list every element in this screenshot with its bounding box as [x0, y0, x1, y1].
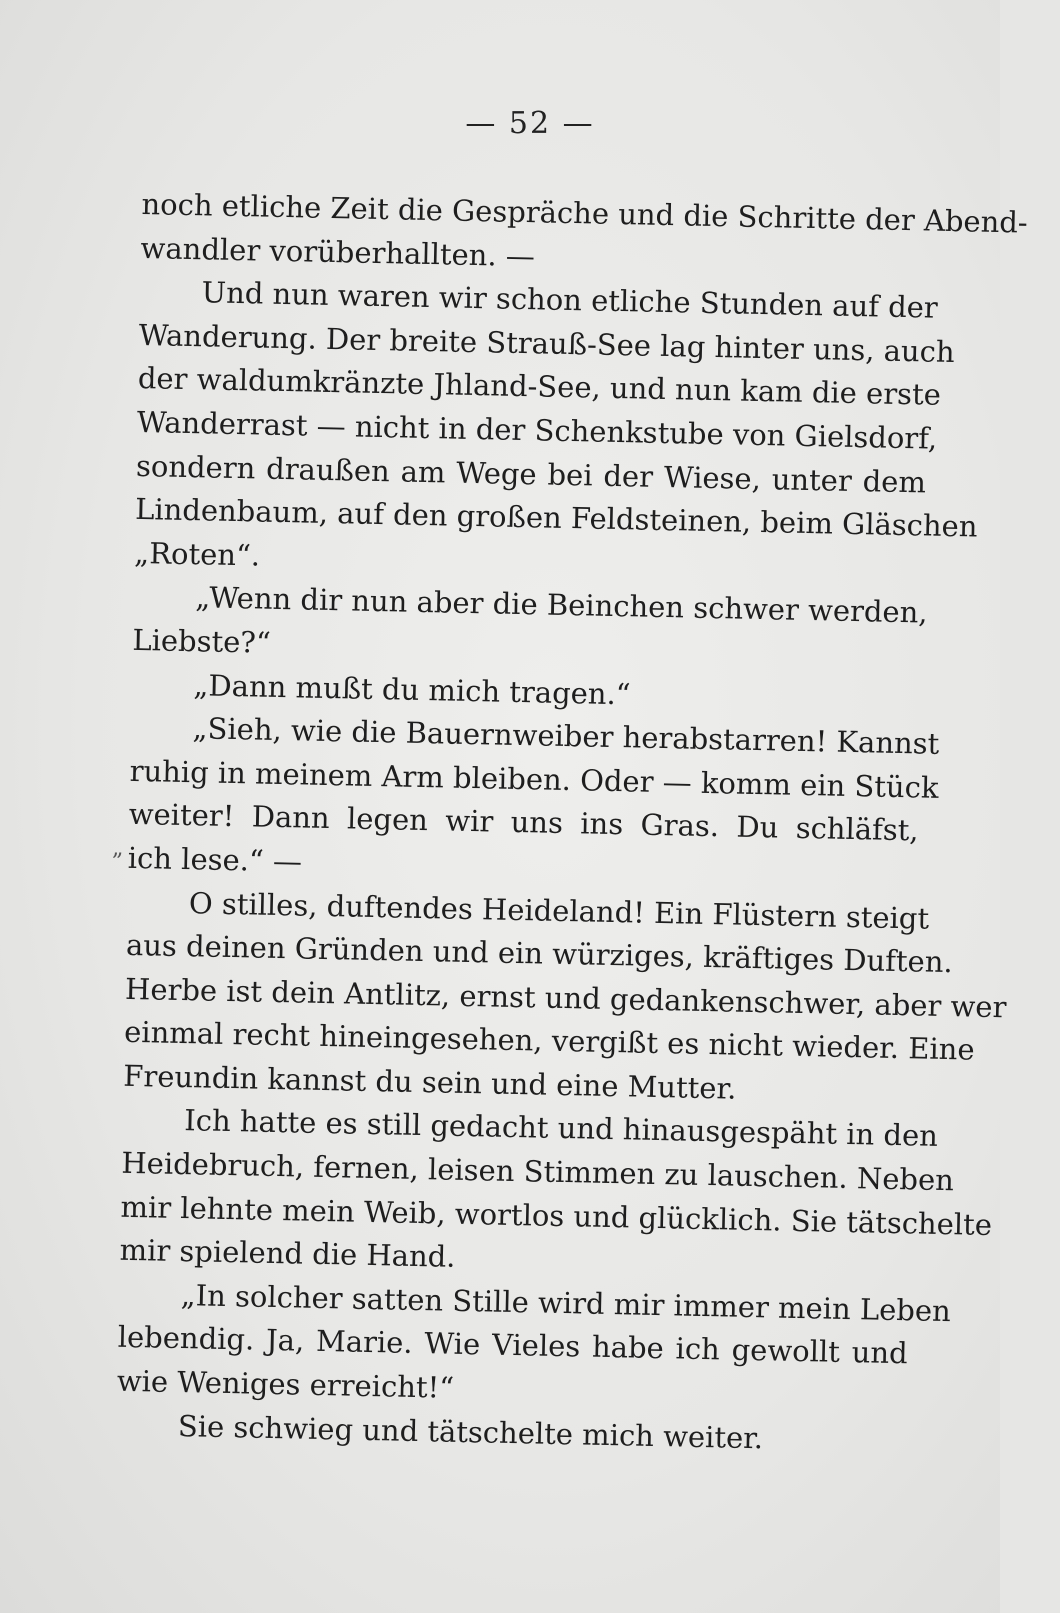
page-number: — 52 — [465, 106, 595, 141]
text-line: O stilles, duftendes Heideland! Ein Flüstern steigt [188, 885, 930, 936]
margin-mark: „ [112, 836, 124, 861]
text-line: Ich hatte es still gedacht und hinausgespäht in den [184, 1103, 939, 1154]
text-line: ich lese.“ — [127, 840, 303, 879]
text-line: „Dann mußt du mich tragen.“ [193, 667, 631, 711]
text-line: Heidebruch, fernen, leisen Stimmen zu lauschen. Neben [121, 1145, 955, 1198]
text-line: wie Weniges erreicht!“ [116, 1363, 455, 1405]
text-line: Freundin kannst du sein und eine Mutter. [122, 1058, 737, 1106]
text-line: Lindenbaum, auf den großen Feldsteinen, beim Gläschen [134, 492, 978, 544]
body-text [116, 183, 1029, 1463]
text-line: „Sieh, wie die Bauernweiber herabstarren! Kannst [192, 711, 940, 761]
text-line: Liebste?“ [132, 622, 272, 660]
text-line: wandler vorüberhallten. — [140, 230, 536, 273]
text-line: Sie schwieg und tätschelte mich weiter. [177, 1408, 764, 1455]
text-line: aus deinen Gründen und ein würziges, kräftiges Duften. [125, 927, 954, 980]
text-line: lebendig. Ja, Marie. Wie Vieles habe ich gewollt und [117, 1320, 909, 1371]
text-line: „Roten“. [133, 535, 261, 573]
text-line: mir lehnte mein Weib, wortlos und glücklich. Sie tätschelte [120, 1189, 993, 1242]
text-line: „Wenn dir nun aber die Beinchen schwer werden, [194, 580, 928, 630]
text-line: Herbe ist dein Antlitz, ernst und gedankenschwer, aber wer [124, 971, 1007, 1024]
text-line: mir spielend die Hand. [119, 1233, 456, 1275]
text-line: Wanderrast — nicht in der Schenkstube von Gielsdorf, [136, 404, 938, 456]
text-line: weiter! Dann legen wir uns ins Gras. Du schläfst, [128, 797, 919, 848]
text-line: sondern draußen am Wege bei der Wiese, unter dem [135, 448, 927, 500]
text-line: ruhig in meinem Arm bleiben. Oder — komm ein Stück [129, 753, 939, 805]
text-line: „In solcher satten Stille wird mir immer mein Leben [180, 1277, 952, 1329]
text-line: Wanderung. Der breite Strauß-See lag hinter uns, auch [138, 317, 955, 369]
text-line: der waldumkränzte Jhland-See, und nun kam die erste [137, 361, 942, 413]
text-line: Und nun waren wir schon etliche Stunden auf der [201, 275, 939, 325]
text-line: einmal recht hineingesehen, vergißt es nicht wieder. Eine [123, 1015, 975, 1067]
text-line: noch etliche Zeit die Gespräche und die Schritte der Abend- [141, 186, 1029, 240]
